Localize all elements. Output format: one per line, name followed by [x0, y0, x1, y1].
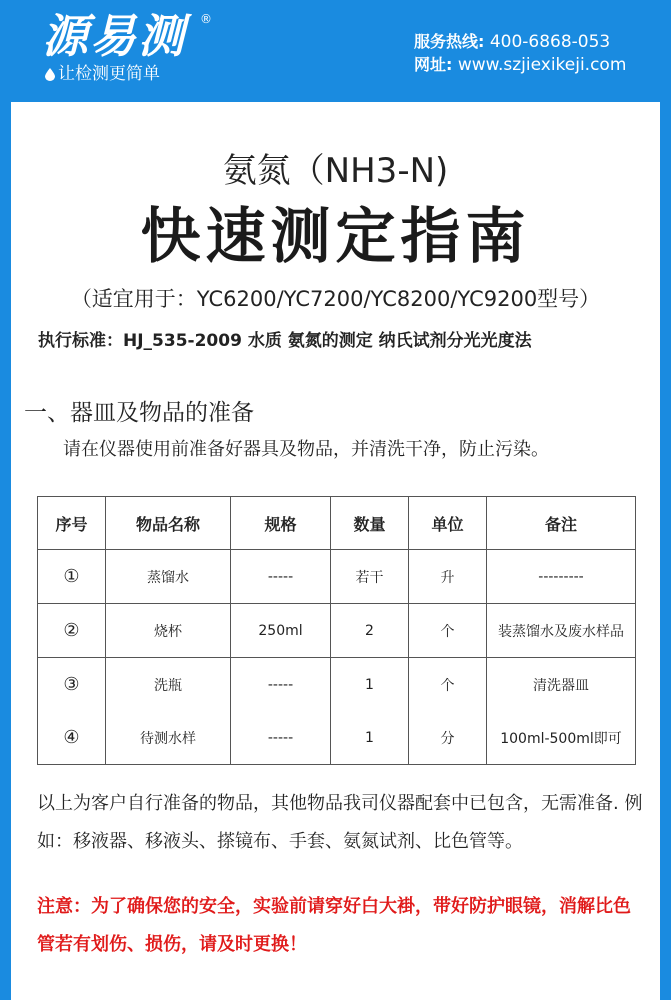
hotline-label: 服务热线:	[414, 32, 485, 51]
cell-note: 清洗器皿	[487, 658, 636, 712]
column-header: 物品名称	[106, 497, 231, 550]
doc-title-main: 快速测定指南	[140, 202, 531, 272]
website-label: 网址:	[414, 55, 453, 74]
doc-standard: 执行标准：HJ_535-2009 水质 氨氮的测定 纳氏试剂分光光度法	[38, 331, 532, 351]
service-hotline	[414, 31, 610, 53]
section-heading: 一、器皿及物品的准备	[24, 400, 254, 426]
cell-unit: 个	[409, 658, 487, 712]
water-drop-icon	[45, 68, 55, 81]
table-row	[38, 658, 636, 712]
table-row	[38, 711, 636, 765]
cell-name: 待测水样	[106, 711, 231, 765]
cell-name: 烧杯	[106, 604, 231, 658]
cell-qty: 1	[331, 658, 409, 712]
column-header: 规格	[231, 497, 331, 550]
cell-no: ②	[38, 604, 106, 658]
cell-spec: -----	[231, 658, 331, 712]
cell-name: 蒸馏水	[106, 550, 231, 604]
column-header: 备注	[487, 497, 636, 550]
cell-note: ---------	[487, 550, 636, 604]
cell-no: ③	[38, 658, 106, 712]
brand-slogan: 让检测更简单	[58, 64, 160, 84]
website-url[interactable]: www.szjiexikeji.com	[457, 55, 627, 75]
cell-note: 100ml-500ml即可	[487, 711, 636, 765]
brand-logo: 源易测	[42, 9, 186, 63]
items-table	[37, 496, 636, 765]
cell-unit: 分	[409, 711, 487, 765]
cell-spec: 250ml	[231, 604, 331, 658]
column-header: 数量	[331, 497, 409, 550]
cell-spec: -----	[231, 711, 331, 765]
doc-applicable-models: （适宜用于：YC6200/YC7200/YC8200/YC9200型号）	[70, 287, 601, 311]
column-header: 单位	[409, 497, 487, 550]
cell-no: ④	[38, 711, 106, 765]
safety-warning: 注意：为了确保您的安全，实验前请穿好白大褂，带好防护眼镜，消解比色管若有划伤、损伤，请及时更换！	[37, 896, 631, 955]
cell-qty: 若干	[331, 550, 409, 604]
cell-qty: 1	[331, 711, 409, 765]
cell-spec: -----	[231, 550, 331, 604]
table-row	[38, 550, 636, 604]
cell-name: 洗瓶	[106, 658, 231, 712]
cell-unit: 升	[409, 550, 487, 604]
hotline-number: 400-6868-053	[489, 32, 611, 52]
section-intro: 请在仪器使用前准备好器具及物品，并清洗干净，防止污染。	[63, 439, 549, 460]
cell-note: 装蒸馏水及废水样品	[487, 604, 636, 658]
registered-mark: ®	[200, 12, 212, 26]
table-row	[38, 604, 636, 658]
website-info	[414, 54, 626, 76]
column-header: 序号	[38, 497, 106, 550]
table-header-row	[38, 497, 636, 550]
customer-note: 以上为客户自行准备的物品，其他物品我司仪器配套中已包含，无需准备. 例如：移液器、移液头、搽镜布、手套、氨氮试剂、比色管等。	[37, 793, 643, 852]
cell-unit: 个	[409, 604, 487, 658]
cell-no: ①	[38, 550, 106, 604]
cell-qty: 2	[331, 604, 409, 658]
doc-title-line1: 氨氮（NH3-N)	[222, 151, 449, 191]
